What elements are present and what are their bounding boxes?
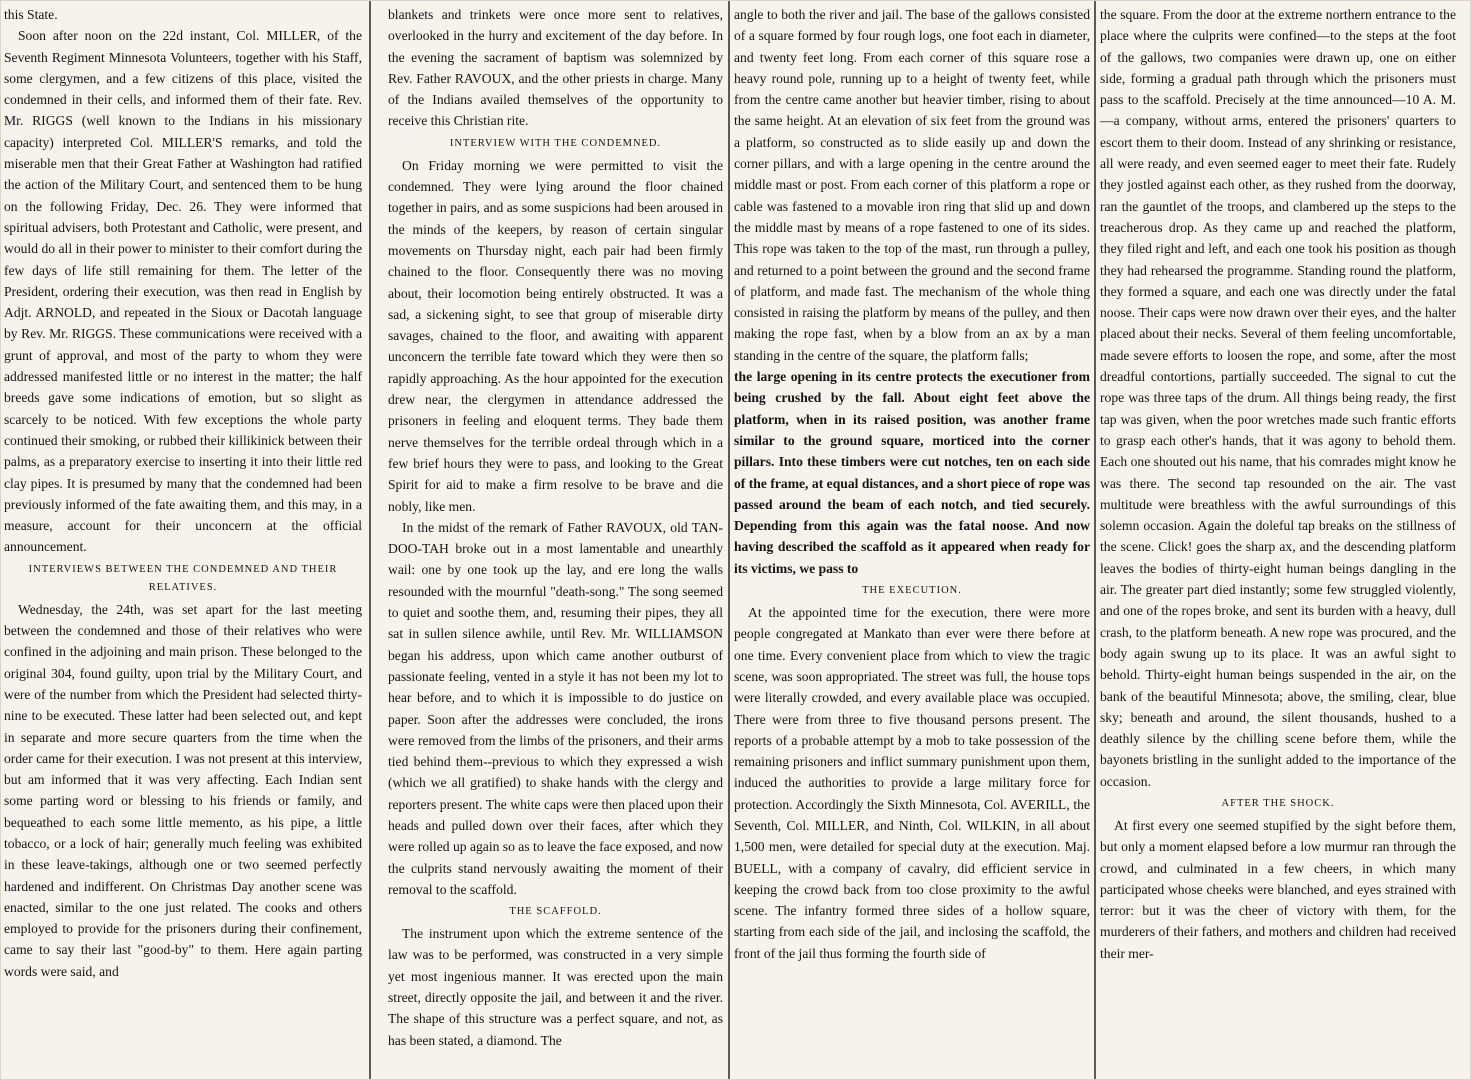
article-paragraph: the large opening in its centre protects the executioner from being crushed by the fall. About eight feet above the platform, when in its raised position, was another frame similar to the ground square, morticed into the corner pillars. Into these timbers were cut notches, ten on each side of the frame, at equal distances, and a short piece of rope was passed around the beam of each notch, and tied securely. Depending from this again was the fatal noose. And now having described the scaffold as it appeared when ready for its victims, we pass to [734,369,1090,576]
article-paragraph: At the appointed time for the execution, there were more people congregated at Mankato than ever were there before at one time. Every convenient place from which to view the tragic scene, was soon appropriated. The street was full, the house tops were literally crowded, and every available place was occupied. There were from three to five thousand persons present. The reports of a probable attempt by a mob to take possession of the remaining prisoners and inflict summary punishment upon them, induced the authorities to provide a large military force for protection. Accordingly the Sixth Minnesota, Col. AVERILL, the Seventh, Col. MILLER, and Ninth, Col. WILKIN, in all about 1,500 men, were detailed for special duty at the execution. Maj. BUELL, with a company of cavalry, did efficient service in keeping the crowd back from too close proximity to the awful scene. The infantry formed three sides of a hollow square, starting from each side of the jail, and inclosing the scaffold, the front of the jail thus forming the fourth side of [734,605,1090,961]
article-paragraph: angle to both the river and jail. The base of the gallows consisted of a square formed by four rough logs, one foot each in diameter, and twenty feet long. From each corner of this square rose a heavy round pole, running up to a height of twenty feet, while from the centre came another but heavier timber, rising to about the same height. At an elevation of six feet from the ground was a platform, so constructed as to slide easily up and down the corner pillars, and with a large opening in the centre around the middle mast or post. From each corner of this platform a rope or cable was fastened to a movable iron ring that slid up and down the middle mast by means of a rope fastened to one of its sides. This rope was taken to the top of the mast, run through a pulley, and returned to a point between the ground and the second frame of platform, and made fast. The mechanism of the whole thing consisted in raising the platform by means of the pulley, and then making the rope fast, when by a blow from an ax by a man standing in the centre of the square, the platform falls; [734,7,1090,363]
article-paragraph: At first every one seemed stupified by the sight before them, but only a moment elapsed before a low murmur ran through the crowd, and culminated in a few cheers, in which many participated whose cheeks were blanched, and eyes strained with terror: but it was the cheer of victory with them, for the murderers of their fathers, and mothers and children had received their mer- [1100,817,1456,961]
column-4 [1100,4,1456,1076]
article-paragraph: On Friday morning we were permitted to visit the condemned. They were lying around the floor chained together in pairs, and as some suspicions had been aroused in the minds of the keepers, by reason of certain singular movements on Thursday night, each pair had been firmly chained to the floor. Consequently there was no moving about, their locomotion being entirely obstructed. It was a sad, a sickening sight, to see that group of miserable dirty savages, chained to the floor, and awaiting with apparent unconcern the terrible fate toward which they were then so rapidly approaching. As the hour appointed for the execution drew near, the clergymen in attendance addressed the prisoners in feeling and eloquent terms. They bade them nerve themselves for the terrible ordeal through which in a few brief hours they were to pass, and looking to the Great Spirit for aid to make a firm resolve to be brave and die nobly, like men. [388,157,723,514]
article-paragraph: blankets and trinkets were once more sent to relatives, overlooked in the hurry and excitement of the day before. In the evening the sacrament of baptism was solemnized by Rev. Father RAVOUX, and the other priests in charge. Many of the Indians availed themselves of the opportunity to receive this Christian rite. [388,7,723,129]
section-heading: INTERVIEWS BETWEEN THE CONDEMNED AND THEIR RELATIVES. [28,563,338,593]
column-3 [734,4,1090,1076]
section-heading: THE SCAFFOLD. [509,906,602,918]
section-heading: AFTER THE SHOCK. [1221,797,1335,809]
column-rule [1094,0,1096,1080]
article-paragraph: The instrument upon which the extreme sentence of the law was to be performed, was constructed in a very simple yet most ingenious manner. It was erected upon the main street, directly opposite the jail, and between it and the river. The shape of this structure was a perfect square, and not, as has been stated, a diamond. The [388,926,723,1048]
column-1 [4,4,362,1076]
column-2 [388,4,723,1076]
article-paragraph: Wednesday, the 24th, was set apart for the last meeting between the condemned and those of their relatives who were confined in the adjoining and main prison. These belonged to the original 304, found guilty, upon trial by the Military Court, and were of the number from which the President had selected thirty-nine to be executed. These latter had been selected out, and kept in separate and more secure quarters from the time when the order came for their execution. I was not present at this interview, but am informed that it was very affecting. Each Indian sent some parting word or blessing to his friends or family, and bequeathed to each some little memento, as his pipe, a little tobacco, or a lock of hair; generally much feeling was exhibited in these leave-takings, although one or two seemed perfectly hardened and indifferent. On Christmas Day another scene was enacted, similar to the one just related. The cooks and others employed to provide for the prisoners during their confinement, came to say their last "good-by" to them. Here again parting words were said, and [4,601,362,979]
column-rule [369,0,371,1080]
column-rule [728,0,730,1080]
article-paragraph: In the midst of the remark of Father RAVOUX, old TAN-DOO-TAH broke out in a most lamentable and unearthly wail: one by one took up the lay, and ere long the walls resounded with the mournful "death-song." The song seemed to quiet and soothe them, and, resuming their pipes, they all sat in sullen silence awhile, until Rev. Mr. WILLIAMSON began his address, upon which came another outburst of passionate feeling, vented in a style it has not been my lot to hear before, and to which it is impossible to do justice on paper. Soon after the addresses were concluded, the irons were removed from the limbs of the prisoners, and their arms tied behind them--previous to which they expressed a wish (which we all gratified) to shake hands with the clergy and reporters present. The white caps were then placed upon their heads and pulled down over their faces, after which they were rolled up again so as to leave the face exposed, and now the culprits stand nervously awaiting the moment of their removal to the scaffold. [388,519,723,897]
article-paragraph: this State. [4,7,58,22]
section-heading: INTERVIEW WITH THE CONDEMNED. [449,137,662,149]
section-heading: THE EXECUTION. [862,585,962,597]
article-paragraph: the square. From the door at the extreme northern entrance to the place where the culprits were confined—to the steps at the foot of the gallows, two companies were drawn up, one on either side, forming a gradual path through which the prisoners must pass to the scaffold. Precisely at the time announced—10 A. M.—a company, without arms, entered the prisoners' quarters to escort them to their doom. Instead of any shrinking or resistance, all were ready, and even seemed eager to meet their fate. Rudely they jostled against each other, as they rushed from the doorway, ran the gauntlet of the troops, and clambered up the steps to the treacherous drop. As they came up and reached the platform, they filed right and left, and each one took his position as though they had rehearsed the programme. Standing round the platform, they formed a square, and each one was directly under the fatal noose. Their caps were now drawn over their eyes, and the halter placed about their necks. Several of them feeling uncomfortable, made severe efforts to loosen the rope, and some, after the most dreadful contortions, partially succeeded. The signal to cut the rope was three taps of the drum. All things being ready, the first tap was given, when the poor wretches made such frantic efforts to grasp each other's hands, that it was agony to behold them. Each one shouted out his name, that his comrades might know he was there. The second tap resounded on the air. The vast multitude were breathless with the awful surroundings of this solemn occasion. Again the doleful tap breaks on the stillness of the scene. Click! goes the sharp ax, and the descending platform leaves the bodies of thirty-eight human beings dangling in the air. The greater part died instantly; some few struggled violently, and one of the ropes broke, and sent its burden with a heavy, dull crash, to the platform beneath. A new rope was procured, and the body again swung up to its place. It was an awful sight to behold. Thirty-eight human beings suspended in the air, on the bank of the beautiful Minnesota; above, the smiling, clear, blue sky; beneath and around, the silent thousands, hushed to a deathly silence by the chilling scene before them, while the bayonets bristling in the sunlight added to the importance of the occasion. [1100,7,1456,789]
article-paragraph: Soon after noon on the 22d instant, Col. MILLER, of the Seventh Regiment Minnesota Volunteers, together with his Staff, some clergymen, and a few citizens of this place, visited the condemned in their cells, and informed them of their fate. Rev. Mr. RIGGS (well known to the Indians in his missionary capacity) interpreted Col. MILLER'S remarks, and told the miserable men that their Great Father at Washington had ratified the action of the Military Court, and sentenced them to be hung on the following Friday, Dec. 26. They were informed that spiritual advisers, both Protestant and Catholic, were present, and would do all in their power to minister to their comfort during the few days of life still remaining for them. The letter of the President, ordering their execution, was then read in English by Adjt. ARNOLD, and repeated in the Sioux or Dacotah language by Rev. Mr. RIGGS. These communications were received with a grunt of approval, and most of the party to whom they were addressed manifested little or no interest in the matter; the half breeds gave some indications of emotion, but so slight as scarcely to be noticed. With few exceptions the whole party continued their smoking, or rubbed their killikinick between their palms, as a preparatory exercise to inserting it into their little red clay pipes. It is presumed by many that the condemned had been previously informed of the fate awaiting them, and this may, in a measure, account for their unconcern at the official announcement. [4,28,362,555]
